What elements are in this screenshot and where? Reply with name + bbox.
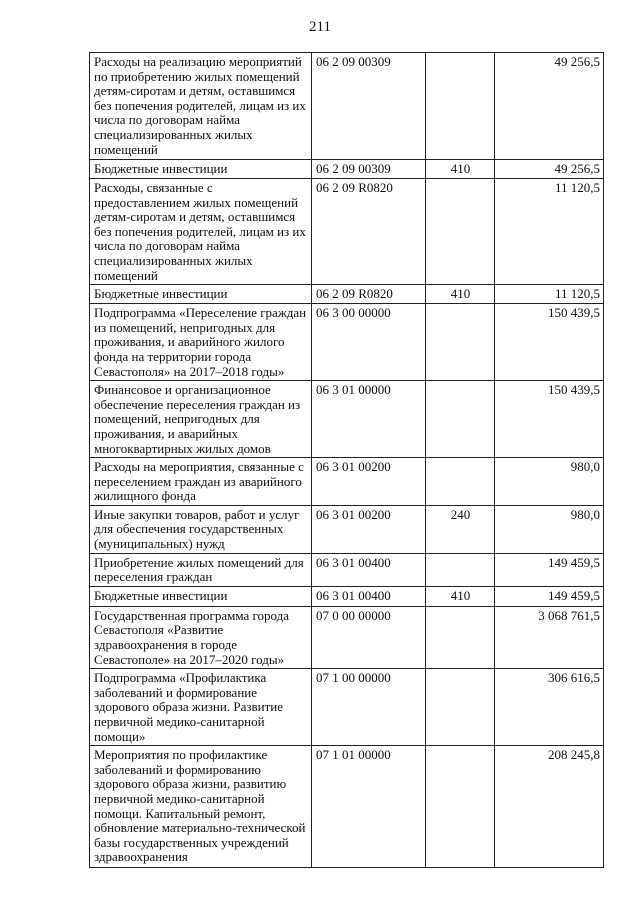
table-row [90, 669, 604, 746]
row-code: 07 1 00 00000 [312, 669, 426, 746]
table-row [90, 160, 604, 179]
row-name: Государственная программа города Севастополя «Развитие здравоохранения в городе Севастополе» на 2017–2020 годы» [90, 606, 312, 668]
row-name: Мероприятия по профилактике заболеваний и формированию здорового образа жизни, развитию первичной медико-санитарной помощи. Капитальный ремонт, обновление материально-технической базы государственных учреждений здравоохранения [90, 746, 312, 868]
row-amount: 149 459,5 [495, 586, 604, 606]
row-name: Расходы на реализацию мероприятий по приобретению жилых помещений детям-сиротам и детям, оставшимся без попечения родителей, лицам из их числа по договорам найма специализированных жилых помещений [90, 53, 312, 160]
page-number: 211 [309, 19, 331, 35]
row-name: Бюджетные инвестиции [90, 160, 312, 179]
row-expense-type: 410 [426, 285, 495, 304]
row-code: 06 3 01 00000 [312, 381, 426, 458]
row-name: Бюджетные инвестиции [90, 586, 312, 606]
row-name: Приобретение жилых помещений для переселения граждан [90, 553, 312, 586]
row-name: Бюджетные инвестиции [90, 285, 312, 304]
row-expense-type [426, 553, 495, 586]
table-row [90, 53, 604, 160]
row-name: Иные закупки товаров, работ и услуг для обеспечения государственных (муниципальных) нужд [90, 505, 312, 553]
row-expense-type [426, 53, 495, 160]
row-amount: 49 256,5 [495, 160, 604, 179]
row-expense-type [426, 304, 495, 381]
row-name: Подпрограмма «Профилактика заболеваний и формирование здорового образа жизни. Развитие первичной медико-санитарной помощи» [90, 669, 312, 746]
row-expense-type: 410 [426, 586, 495, 606]
table-row [90, 505, 604, 553]
row-code: 06 3 01 00200 [312, 458, 426, 506]
row-expense-type: 410 [426, 160, 495, 179]
row-code: 06 3 01 00200 [312, 505, 426, 553]
row-expense-type [426, 746, 495, 868]
row-name: Расходы на мероприятия, связанные с переселением граждан из аварийного жилищного фонда [90, 458, 312, 506]
row-expense-type [426, 381, 495, 458]
row-code: 06 2 09 00309 [312, 53, 426, 160]
table-row [90, 606, 604, 668]
table-row [90, 586, 604, 606]
row-amount: 11 120,5 [495, 285, 604, 304]
row-expense-type [426, 179, 495, 285]
row-code: 06 3 01 00400 [312, 553, 426, 586]
row-amount: 150 439,5 [495, 381, 604, 458]
row-name: Финансовое и организационное обеспечение переселения граждан из помещений, непригодных для проживания, и аварийных многоквартирных жилых домов [90, 381, 312, 458]
row-code: 07 0 00 00000 [312, 606, 426, 668]
row-expense-type: 240 [426, 505, 495, 553]
table-row [90, 553, 604, 586]
table-row [90, 381, 604, 458]
row-amount: 980,0 [495, 505, 604, 553]
row-code: 06 2 09 R0820 [312, 285, 426, 304]
row-code: 06 2 09 R0820 [312, 179, 426, 285]
table-row [90, 179, 604, 285]
row-amount: 150 439,5 [495, 304, 604, 381]
row-code: 07 1 01 00000 [312, 746, 426, 868]
table-row [90, 304, 604, 381]
row-name: Расходы, связанные с предоставлением жилых помещений детям-сиротам и детям, оставшимся без попечения родителей, лицам из их числа по договорам найма специализированных жилых помещений [90, 179, 312, 285]
row-code: 06 3 01 00400 [312, 586, 426, 606]
row-code: 06 3 00 00000 [312, 304, 426, 381]
row-amount: 980,0 [495, 458, 604, 506]
budget-table [89, 52, 604, 868]
row-code: 06 2 09 00309 [312, 160, 426, 179]
row-amount: 49 256,5 [495, 53, 604, 160]
row-expense-type [426, 669, 495, 746]
row-expense-type [426, 606, 495, 668]
row-amount: 11 120,5 [495, 179, 604, 285]
table-row [90, 458, 604, 506]
table-row [90, 285, 604, 304]
row-amount: 306 616,5 [495, 669, 604, 746]
row-amount: 208 245,8 [495, 746, 604, 868]
row-amount: 3 068 761,5 [495, 606, 604, 668]
row-name: Подпрограмма «Переселение граждан из помещений, непригодных для проживания, и аварийного жилого фонда на территории города Севастополя» на 2017–2018 годы» [90, 304, 312, 381]
row-amount: 149 459,5 [495, 553, 604, 586]
table-row [90, 746, 604, 868]
row-expense-type [426, 458, 495, 506]
